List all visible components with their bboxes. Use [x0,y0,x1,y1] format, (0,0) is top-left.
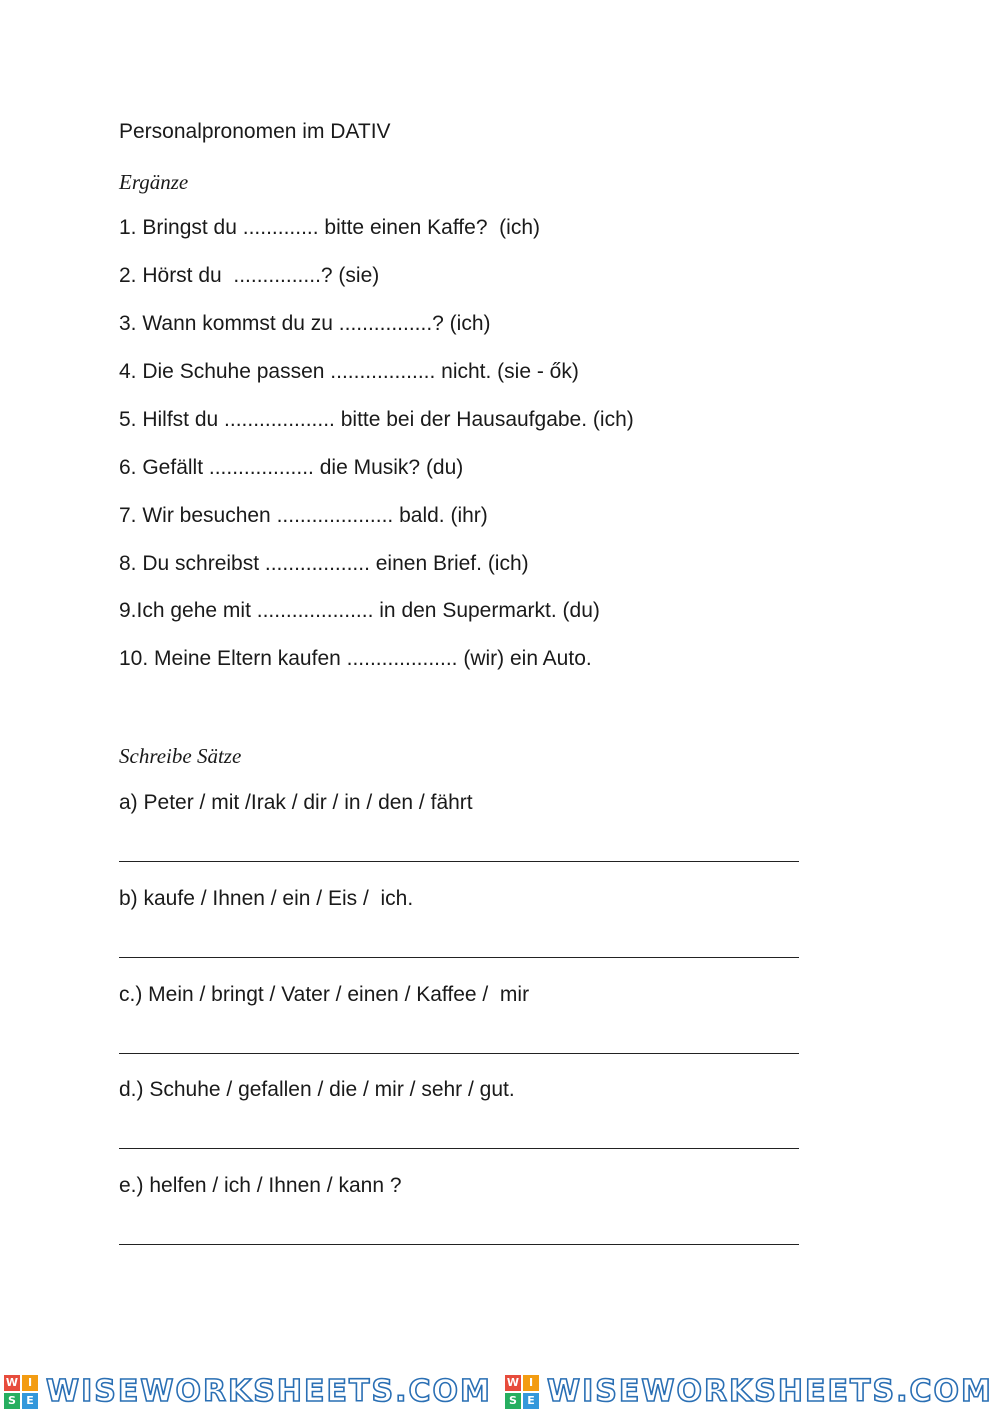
footer-watermark [0,1374,1000,1410]
section2-heading: Schreibe Sätze [119,744,242,768]
sentence-prompt-c: c.) Mein / bringt / Vater / einen / Kaffee / mir [119,983,530,1006]
exercise-item-10: 10. Meine Eltern kaufen ................... (wir) ein Auto. [119,647,592,670]
answer-line-e[interactable] [119,1244,799,1245]
exercise-item-1: 1. Bringst du ............. bitte einen Kaffe? (ich) [119,216,540,239]
brand-logo-1 [4,1374,492,1410]
brand-wordmark: WISEWORKSHEETS.COM [547,1374,993,1409]
answer-line-c[interactable] [119,1053,799,1054]
sentence-prompt-b: b) kaufe / Ihnen / ein / Eis / ich. [119,887,414,910]
exercise-item-2: 2. Hörst du ...............? (sie) [119,264,380,287]
exercise-item-6: 6. Gefällt .................. die Musik? (du) [119,456,464,479]
brand-logo-2 [505,1374,993,1410]
section1-heading: Ergänze [119,170,189,194]
sentence-prompt-d: d.) Schuhe / gefallen / die / mir / sehr / gut. [119,1078,515,1101]
sentence-prompt-e: e.) helfen / ich / Ihnen / kann ? [119,1174,402,1197]
worksheet-title: Personalpronomen im DATIV [119,120,391,143]
sentence-prompt-a: a) Peter / mit /Irak / dir / in / den / fährt [119,791,473,814]
exercise-item-3: 3. Wann kommst du zu ................? (ich) [119,312,491,335]
exercise-item-9: 9.Ich gehe mit .................... in den Supermarkt. (du) [119,599,600,622]
exercise-item-5: 5. Hilfst du ................... bitte bei der Hausaufgabe. (ich) [119,408,634,431]
answer-line-b[interactable] [119,957,799,958]
answer-line-d[interactable] [119,1148,799,1149]
exercise-item-7: 7. Wir besuchen .................... bald. (ihr) [119,504,488,527]
exercise-item-8: 8. Du schreibst .................. einen Brief. (ich) [119,552,529,575]
logo-icon: W I S E [505,1375,539,1409]
brand-wordmark: WISEWORKSHEETS.COM [46,1374,492,1409]
logo-icon: W I S E [4,1375,38,1409]
answer-line-a[interactable] [119,861,799,862]
exercise-item-4: 4. Die Schuhe passen .................. nicht. (sie - ők) [119,360,579,383]
